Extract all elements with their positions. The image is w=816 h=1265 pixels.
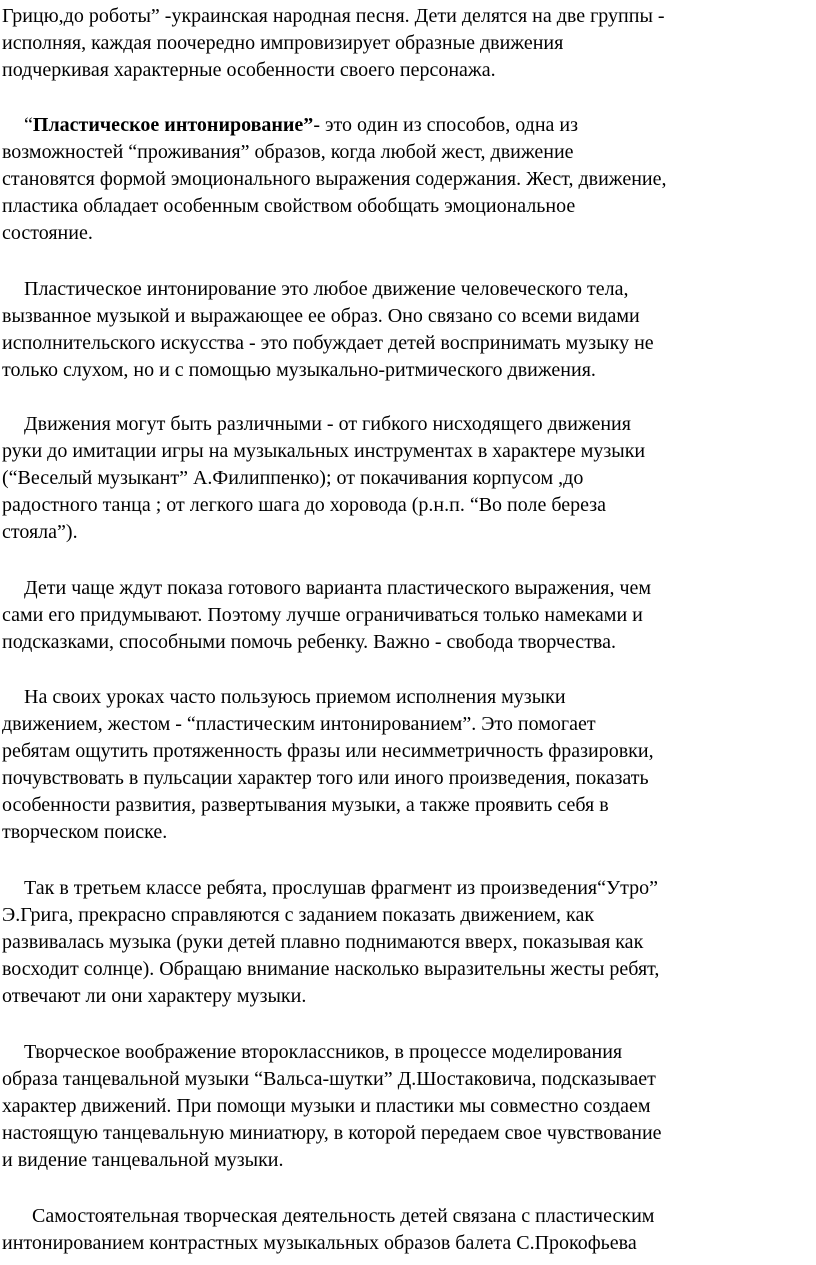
text-line: особенности развития, развертывания музыки, а также проявить себя в — [2, 794, 609, 816]
text-line — [2, 112, 814, 139]
text-line: Самостоятельная творческая деятельность детей связана с пластическим — [32, 1205, 655, 1227]
text-line: На своих уроках часто пользуюсь приемом исполнения музыки — [24, 686, 566, 708]
text-line: Движения могут быть различными - от гибкого нисходящего движения — [24, 413, 631, 435]
text-line: настоящую танцевальную миниатюру, в которой передаем свое чувствование — [2, 1122, 662, 1144]
text-line: Пластическое интонирование это любое движение человеческого тела, — [24, 278, 629, 300]
text-line: стояла”). — [2, 521, 78, 543]
paragraph-6 — [2, 684, 814, 846]
paragraph-1 — [2, 3, 814, 84]
text-line: радостного танца ; от легкого шага до хоровода (р.н.п. “Во поле береза — [2, 494, 607, 516]
text-line: пластика обладает особенным свойством обобщать эмоциональное — [2, 195, 576, 217]
text-line: Творческое воображение второклассников, в процессе моделирования — [24, 1041, 623, 1063]
text-line: возможностей “проживания” образов, когда любой жест, движение — [2, 141, 574, 163]
text-line: Дети чаще ждут показа готового варианта пластического выражения, чем — [24, 577, 652, 599]
open-quote: “ — [24, 114, 33, 136]
text-line: ребятам ощутить протяженность фразы или несимметричность фразировки, — [2, 740, 654, 762]
text-line: состояние. — [2, 222, 93, 244]
paragraph-2 — [2, 112, 814, 247]
text-line: Грицю,до роботы” -украинская народная песня. Дети делятся на две группы - — [2, 5, 665, 27]
text-line: вызванное музыкой и выражающее ее образ. Оно связано со всеми видами — [2, 305, 640, 327]
text-line: и видение танцевальной музыки. — [2, 1149, 284, 1171]
text-line: Э.Грига, прекрасно справляются с заданием показать движением, как — [2, 904, 595, 926]
paragraph-5 — [2, 575, 814, 656]
text-line: характер движений. При помощи музыки и пластики мы совместно создаем — [2, 1095, 651, 1117]
text-line: восходит солнце). Обращаю внимание насколько выразительны жесты ребят, — [2, 958, 660, 980]
text-line: движением, жестом - “пластическим интонированием”. Это помогает — [2, 713, 596, 735]
text-line: почувствовать в пульсации характер того или иного произведения, показать — [2, 767, 649, 789]
text-fragment: - это один из способов, одна из — [313, 114, 578, 136]
text-line: Так в третьем классе ребята, прослушав фрагмент из произведения“Утро” — [24, 877, 659, 899]
text-line: сами его придумывают. Поэтому лучше ограничиваться только намеками и — [2, 604, 643, 626]
text-line: развивалась музыка (руки детей плавно поднимаются вверх, показывая как — [2, 931, 644, 953]
text-line: подсказками, способными помочь ребенку. Важно - свобода творчества. — [2, 631, 616, 653]
text-line: интонированием контрастных музыкальных образов балета С.Прокофьева — [2, 1232, 637, 1254]
paragraph-4 — [2, 411, 814, 546]
text-line: руки до имитации игры на музыкальных инструментах в характере музыки — [2, 440, 646, 462]
text-line: становятся формой эмоционального выражения содержания. Жест, движение, — [2, 168, 667, 190]
paragraph-8 — [2, 1039, 814, 1174]
text-line: отвечают ли они характеру музыки. — [2, 985, 307, 1007]
paragraph-9 — [2, 1203, 814, 1257]
text-line: исполняя, каждая поочередно импровизирует образные движения — [2, 32, 564, 54]
bold-term: Пластическое интонирование” — [32, 114, 314, 136]
text-line: подчеркивая характерные особенности своего персонажа. — [2, 59, 496, 81]
paragraph-3 — [2, 276, 814, 384]
text-line: образа танцевальной музыки “Вальса-шутки” Д.Шостаковича, подсказывает — [2, 1068, 656, 1090]
text-line: только слухом, но и с помощью музыкально-ритмического движения. — [2, 359, 596, 381]
text-line: творческом поиске. — [2, 821, 168, 843]
paragraph-7 — [2, 875, 814, 1010]
text-line: (“Веселый музыкант” А.Филиппенко); от покачивания корпусом ,до — [2, 467, 584, 489]
text-line: исполнительского искусства - это побуждает детей воспринимать музыку не — [2, 332, 654, 354]
